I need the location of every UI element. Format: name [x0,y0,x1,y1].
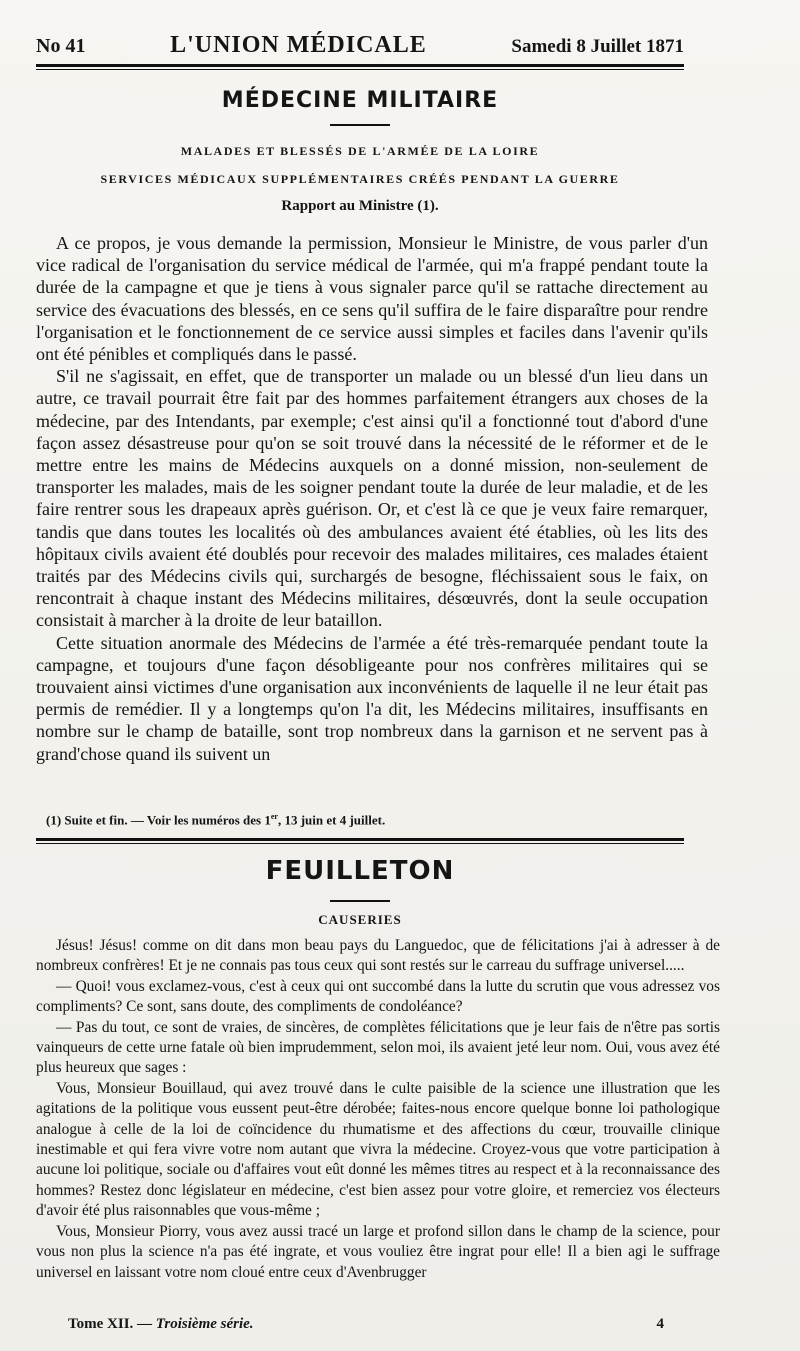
page-footer [68,1316,664,1333]
feuilleton-paragraph: — Pas du tout, ce sont de vraies, de sincères, de complètes félicitations que je leur fais de n'être pas sortis vainqueurs de cette urne fatale où bien imprudemment, selon moi, ils avaient jeté leur nom. Oui, vous avez été plus heureux que sages : [36,1018,720,1077]
feuilleton-title-rule [330,900,390,902]
feuilleton-paragraph: Jésus! Jésus! comme on dit dans mon beau pays du Languedoc, que de félicitations j'ai à adresser à de nombreux confrères! Et je ne connais pas tous ceux qui sont restés sur le carreau du suffrage universel..... [36,937,720,975]
article-paragraph: A ce propos, je vous demande la permission, Monsieur le Ministre, de vous parler d'un vice radical de l'organisation du service médical de l'armée, qui m'a frappé pendant toute la durée de la campagne et que je tiens à vous signaler parce qu'il se rattache directement au service des évacuations des blessés, en ce sens qu'il suffira de le faire disparaître pour rendre l'organisation et le fonctionnement de ce service aussi simples et faciles dans l'avenir qu'ils ont été pénibles et compliqués dans le passé. [36,233,708,365]
page-number: 4 [656,1316,664,1332]
feuilleton-rule [36,838,684,844]
header-rule [36,64,684,70]
section-subtitle-1: MALADES ET BLESSÉS DE L'ARMÉE DE LA LOIRE [180,144,540,158]
report-heading: Rapport au Ministre (1). [281,198,439,214]
section-subtitle-2: SERVICES MÉDICAUX SUPPLÉMENTAIRES CRÉÉS PENDANT LA GUERRE [100,172,620,186]
feuilleton-subtitle: CAUSERIES [318,912,402,927]
article-paragraph: S'il ne s'agissait, en effet, que de transporter un malade ou un blessé d'un lieu dans un autre, ce travail pourrait être fait par des hommes parfaitement étrangers aux choses de la médecine, par des Intendants, par exemple; c'est ainsi qu'il a fonctionné tout d'abord d'une façon assez désastreuse pour qu'on se soit trouvé dans la nécessité de le réformer et de le mettre entre les mains de Médecins auxquels on a donné mission, non-seulement de transporter les malades, mais de les soigner pendant toute la durée de leur maladie, et de les faire rentrer sous les drapeaux après guérison. Or, et c'est là ce que je veux faire remarquer, tandis que dans toutes les localités où des ambulances avaient été établies, où les lits des hôpitaux civils avaient été doublés pour recevoir des malades militaires, ces malades étaient traités par des Médecins civils qui, surchargés de besogne, fléchissaient sous le faix, on rencontrait à chaque instant des Médecins militaires, désœuvrés, dont la seule occupation consistait à marcher à la droite de leur bataillon. [36,366,708,631]
page-header [36,32,684,62]
feuilleton-body [36,936,720,1283]
article-paragraph: Cette situation anormale des Médecins de l'armée a été très-remarquée pendant toute la campagne, et toujours d'une façon désobligeante pour nos confrères militaires qui se trouvaient ainsi victimes d'une organisation aux inconvénients de laquelle il ne leur était pas permis de remédier. Il y a longtemps qu'on l'a dit, les Médecins militaires, insuffisants en nombre sur le champ de bataille, sont trop nombreux dans la garnison et ne servent pas à grand'chose quand ils suivent un [36,632,708,764]
title-rule [330,124,390,126]
article-body [36,232,708,765]
feuilleton-paragraph: Vous, Monsieur Bouillaud, qui avez trouvé dans le culte paisible de la science une illustration que les agitations de la politique vous eussent peut-être dérobée; faites-nous encore quelque bonne loi pathologique analogue à celle de la loi de coïncidence du rhumatisme et des affections du cœur, trouvaille clinique inestimable et qui fera vivre votre nom autant que vivra la médecine. Croyez-vous que votre participation à aucune loi politique, sociale ou d'affaires vout eût donné les mêmes titres au respect et à la reconnaissance des hommes? Restez donc législateur en médecine, c'est bien assez pour votre gloire, et remerciez vos électeurs d'avoir été plus raisonnables que vous-même ; [36,1079,720,1220]
feuilleton-paragraph: Vous, Monsieur Piorry, vous avez aussi tracé un large et profond sillon dans le champ de la science, pour vous non plus la science n'a pas été ingrate, et vous vouliez être ingrat pour elle! Il a bien agi le suffrage universel en laissant votre nom cloué entre ceux d'Avenbrugger [36,1222,720,1281]
issue-date: Samedi 8 Juillet 1871 [511,36,684,57]
journal-title: L'UNION MÉDICALE [170,32,427,58]
feuilleton-paragraph: — Quoi! vous exclamez-vous, c'est à ceux qui ont succombé dans la lutte du scrutin que vous adressez vos compliments? Ce sont, sans doute, des compliments de condoléance? [36,977,720,1016]
volume-info: Tome XII. — Troisième série. [68,1316,254,1332]
section-title: MÉDECINE MILITAIRE [221,88,499,113]
footnote: (1) Suite et fin. — Voir les numéros des 1er, 13 juin et 4 juillet. [46,812,386,828]
issue-number: No 41 [36,35,86,57]
feuilleton-title: FEUILLETON [265,856,455,886]
